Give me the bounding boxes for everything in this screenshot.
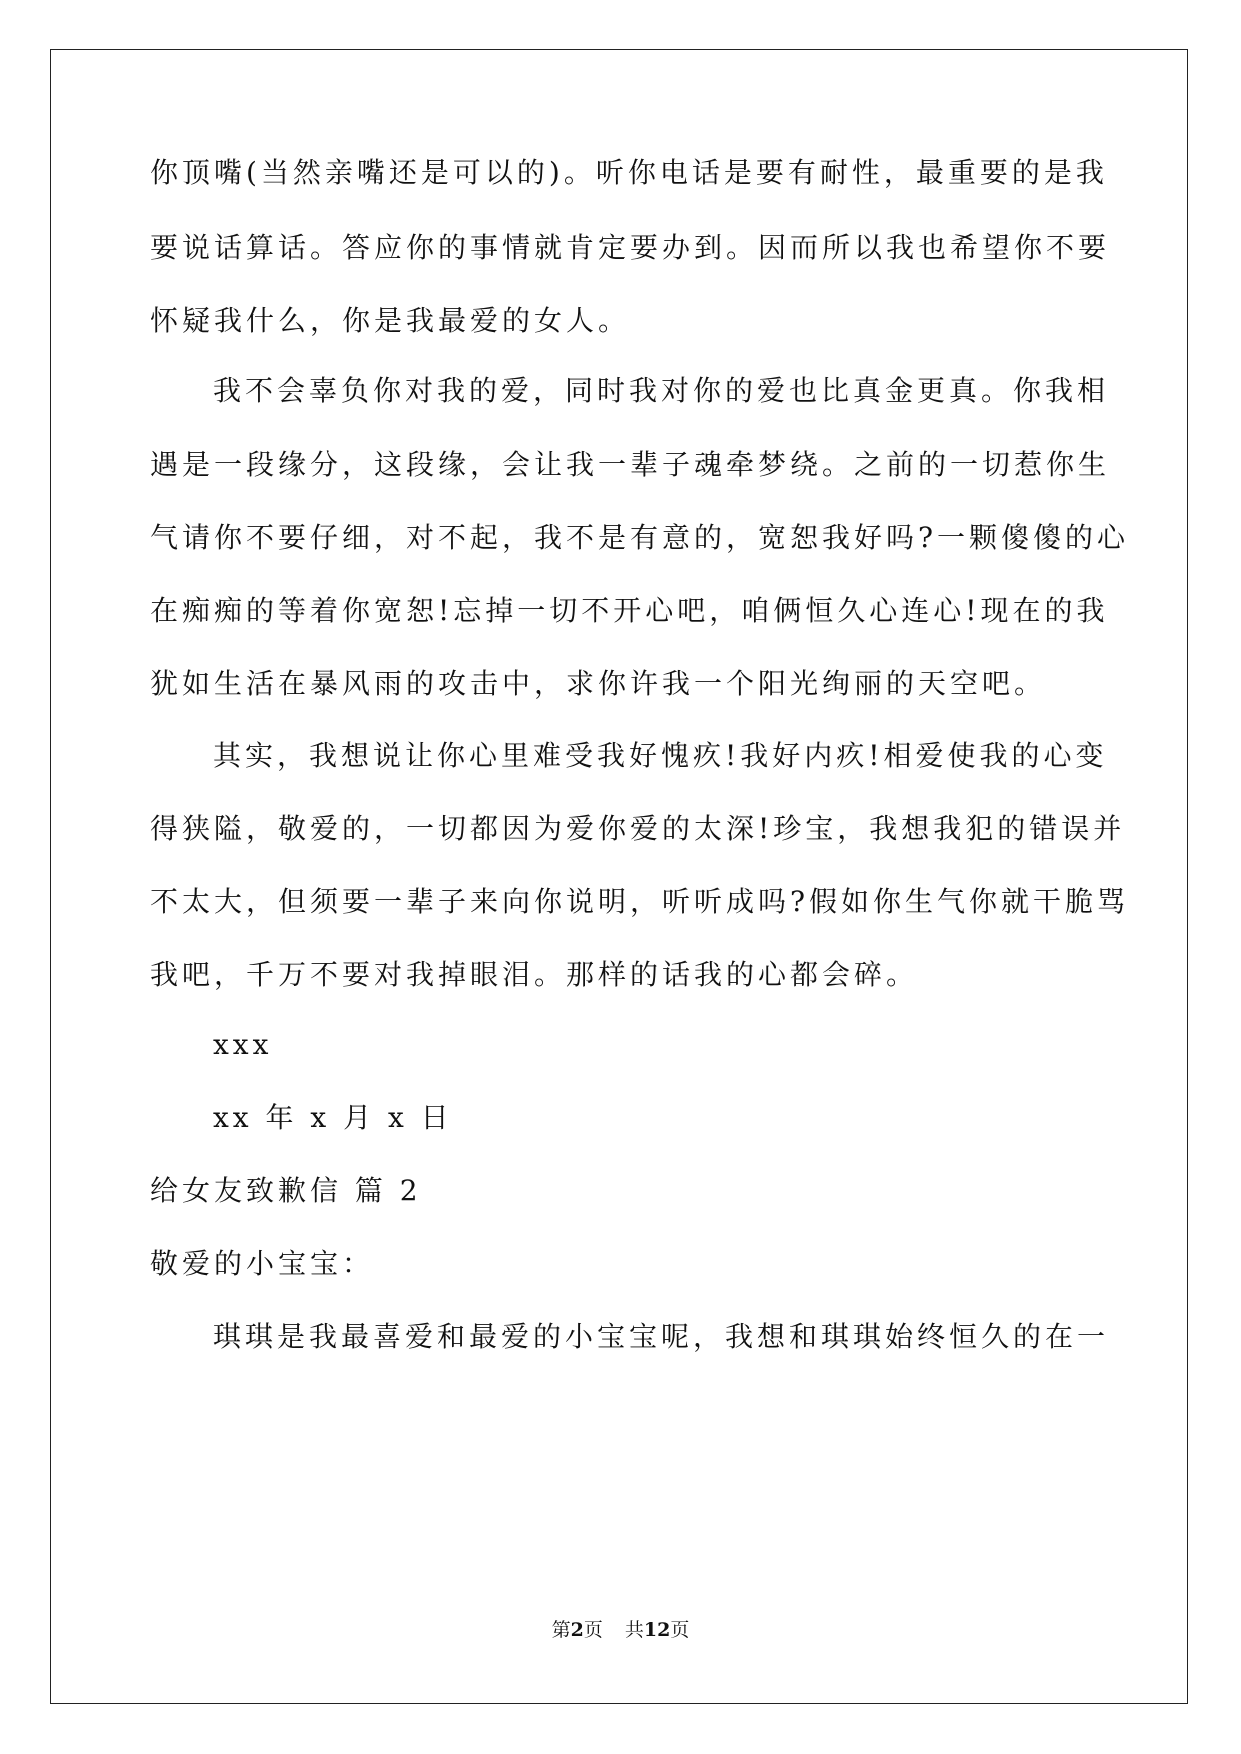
- section-heading: 给女友致歉信 篇 2: [150, 1174, 422, 1207]
- total-suffix: 页: [670, 1619, 690, 1641]
- page-total: 12: [643, 1619, 671, 1641]
- body-line-1: 你顶嘴(当然亲嘴还是可以的)。听你电话是要有耐性，最重要的是我: [150, 156, 1108, 189]
- body-line-5: 遇是一段缘分，这段缘，会让我一辈子魂牵梦绕。之前的一切惹你生: [150, 448, 1111, 481]
- body-line-3: 怀疑我什么，你是我最爱的女人。: [150, 304, 631, 337]
- body-line-9: 其实，我想说让你心里难受我好愧疚!我好内疚!相爱使我的心变: [213, 739, 1108, 772]
- page-prefix: 第: [551, 1619, 571, 1641]
- body-line-7: 在痴痴的等着你宽恕!忘掉一切不开心吧，咱俩恒久心连心!现在的我: [150, 594, 1109, 627]
- body-line-6: 气请你不要仔细，对不起，我不是有意的，宽恕我好吗?一颗傻傻的心: [150, 521, 1130, 554]
- signature-date: xx 年 x 月 x 日: [213, 1101, 453, 1134]
- total-prefix: 共: [624, 1619, 644, 1641]
- page-current: 2: [570, 1619, 584, 1641]
- body-line-11: 不太大，但须要一辈子来向你说明，听听成吗?假如你生气你就干脆骂: [150, 885, 1130, 918]
- page-suffix: 页: [583, 1619, 603, 1641]
- salutation: 敬爱的小宝宝：: [150, 1247, 375, 1280]
- body-line-12: 我吧，千万不要对我掉眼泪。那样的话我的心都会碎。: [150, 958, 919, 991]
- page-footer: [0, 1618, 1241, 1642]
- body-line-10: 得狭隘，敬爱的，一切都因为爱你爱的太深!珍宝，我想我犯的错误并: [150, 812, 1126, 845]
- body-line-2: 要说话算话。答应你的事情就肯定要办到。因而所以我也希望你不要: [150, 231, 1111, 264]
- body-line-8: 犹如生活在暴风雨的攻击中，求你许我一个阳光绚丽的天空吧。: [150, 667, 1047, 700]
- page-frame: [50, 49, 1188, 1704]
- signature-name: xxx: [213, 1028, 273, 1061]
- body-line-4: 我不会辜负你对我的爱，同时我对你的爱也比真金更真。你我相: [213, 374, 1110, 407]
- body-line-13: 琪琪是我最喜爱和最爱的小宝宝呢，我想和琪琪始终恒久的在一: [213, 1320, 1110, 1353]
